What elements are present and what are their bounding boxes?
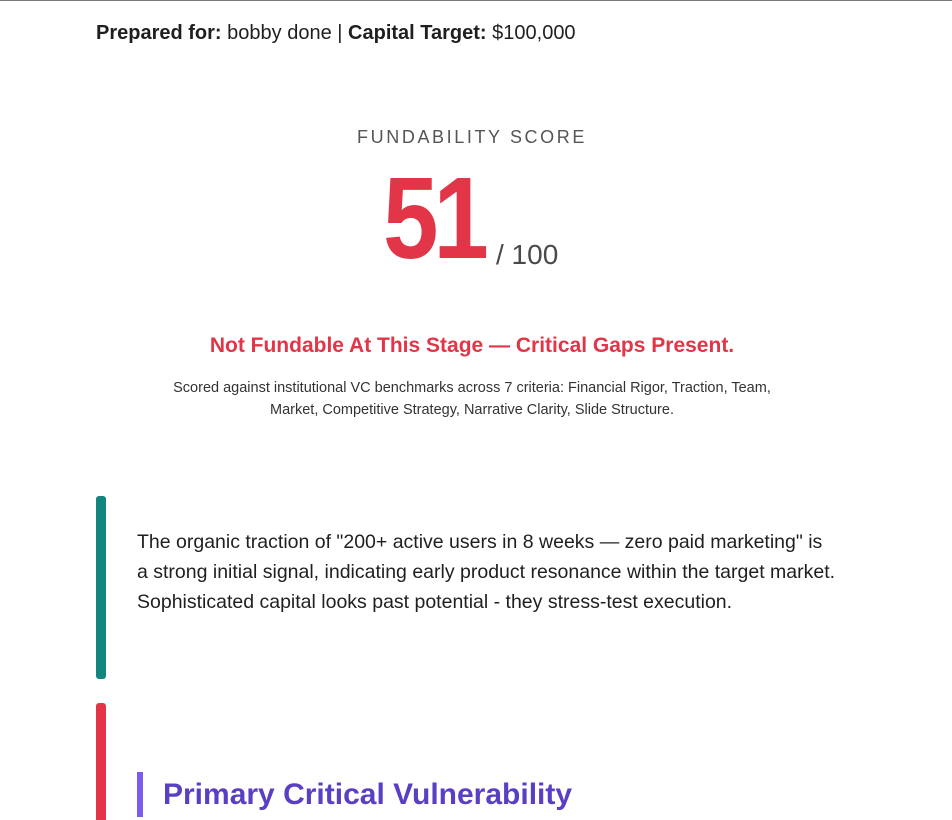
score-verdict: Not Fundable At This Stage — Critical Gaps Present. — [209, 334, 735, 357]
strength-card — [96, 496, 856, 679]
fundability-score-label: FUNDABILITY SCORE — [357, 127, 587, 147]
header-separator: | — [337, 22, 343, 44]
criteria-note: Scored against institutional VC benchmarks across 7 criteria: Financial Rigor, Traction, Team, Market, Competitive Strategy, Narrative Clarity, Slide Structure. — [173, 380, 771, 418]
prepared-for-label: Prepared for: — [96, 22, 222, 44]
capital-target-value: $100,000 — [492, 22, 576, 44]
score-value: 51 — [383, 153, 484, 283]
capital-target-label: Capital Target: — [348, 22, 487, 44]
vulnerability-heading: Primary Critical Vulnerability — [137, 772, 572, 817]
prepared-for-line — [96, 21, 576, 45]
prepared-for-value: bobby done — [227, 22, 332, 44]
vulnerability-card — [96, 703, 856, 820]
vulnerability-accent-bar — [96, 703, 106, 820]
strength-text: The organic traction of "200+ active users in 8 weeks — zero paid marketing" is a strong initial signal, indicating early product resonance within the target market. Sophisticated capital looks past potential - they stress-test execution. — [137, 531, 836, 613]
score-max: / 100 — [496, 239, 559, 270]
score-display — [383, 153, 559, 283]
strength-accent-bar — [96, 496, 106, 679]
